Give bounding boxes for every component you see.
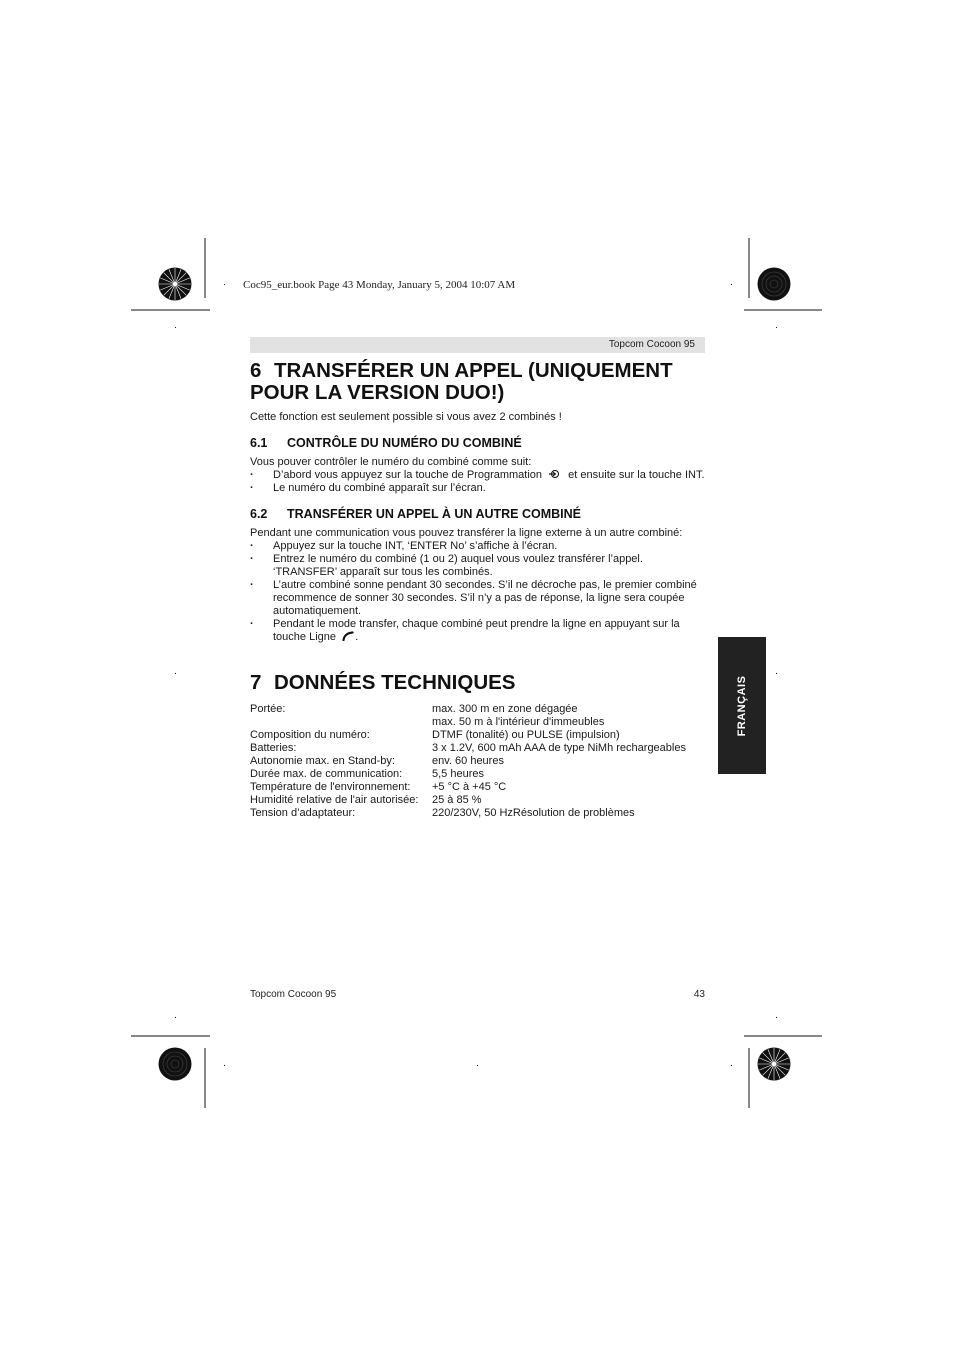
- programming-key-icon: [548, 469, 562, 479]
- registration-mark-icon: [175, 673, 176, 674]
- section6-heading: [250, 360, 673, 404]
- spec-label: Autonomie max. en Stand-by:: [250, 755, 395, 767]
- spec-row: [250, 755, 720, 768]
- starburst-target-icon: [158, 267, 192, 301]
- phone-handset-icon: [342, 631, 355, 641]
- spec-value: 25 à 85 %: [432, 794, 482, 806]
- spec-value: max. 50 m à l'intérieur d'immeubles: [432, 716, 605, 728]
- spec-row: [250, 742, 720, 755]
- section7-number: 7: [250, 671, 262, 694]
- section6-1-title: CONTRÔLE DU NUMÉRO DU COMBINÉ: [287, 436, 522, 450]
- spec-value: 5,5 heures: [432, 768, 484, 780]
- list-item: · Appuyez sur la touche INT, ‘ENTER No’ s’affiche à l’écran.: [250, 540, 720, 553]
- spec-label: Température de l'environnement:: [250, 781, 411, 793]
- spec-row: [250, 781, 720, 794]
- spec-value: 3 x 1.2V, 600 mAh AAA de type NiMh rechargeables: [432, 742, 686, 754]
- section7-title: DONNÉES TECHNIQUES: [274, 671, 516, 694]
- section6-title-line2: POUR LA VERSION DUO!): [250, 381, 505, 404]
- starburst-target-icon: [757, 1047, 791, 1081]
- spec-label: Tension d’adaptateur:: [250, 807, 356, 819]
- section6-2-intro: Pendant une communication vous pouvez transférer la ligne externe à un autre combiné:: [250, 527, 683, 539]
- spec-label: Portée:: [250, 703, 286, 715]
- spec-label: Composition du numéro:: [250, 729, 370, 741]
- section6-1-intro: Vous pouver contrôler le numéro du combiné comme suit:: [250, 456, 532, 468]
- section6-title-line1: TRANSFÉRER UN APPEL (UNIQUEMENT: [274, 359, 673, 382]
- registration-mark-icon: [224, 284, 225, 285]
- list-item: · L’autre combiné sonne pendant 30 secondes. S’il ne décroche pas, le premier combiné recommence de sonner 30 secondes. S’il n’y a pas de réponse, la ligne sera coupée automatiquement.: [250, 579, 720, 618]
- registration-mark-icon: [776, 1017, 777, 1018]
- language-tab: [718, 637, 766, 774]
- spec-value: +5 °C à +45 °C: [432, 781, 507, 793]
- section7-heading: [250, 672, 515, 694]
- spec-value: DTMF (tonalité) ou PULSE (impulsion): [432, 729, 620, 741]
- section6-1-body: [250, 456, 720, 495]
- registration-mark-icon: [731, 1065, 732, 1066]
- section6-2-number: 6.2: [250, 507, 268, 521]
- list-item: · Entrez le numéro du combiné (1 ou 2) auquel vous voulez transférer l’appel. ‘TRANSFER’ apparaît sur tous les combinés.: [250, 553, 720, 579]
- header-product: Topcom Cocoon 95: [608, 339, 695, 350]
- spec-row: [250, 794, 720, 807]
- registration-mark-icon: [175, 327, 176, 328]
- spec-value: max. 300 m en zone dégagée: [432, 703, 578, 715]
- list-item: · D’abord vous appuyez sur la touche de Programmation et ensuite sur la touche INT.: [250, 469, 720, 482]
- section6-1-heading: [250, 436, 522, 450]
- registration-mark-icon: [477, 1065, 478, 1066]
- spec-label: Batteries:: [250, 742, 297, 754]
- running-header: [250, 337, 705, 353]
- footer-product: Topcom Cocoon 95: [250, 989, 337, 1000]
- section6-intro: Cette fonction est seulement possible si vous avez 2 combinés !: [250, 411, 562, 423]
- registration-mark-icon: [731, 284, 732, 285]
- spec-value: 220/230V, 50 HzRésolution de problèmes: [432, 807, 635, 819]
- spec-row: [250, 703, 720, 716]
- section6-number: 6: [250, 359, 262, 382]
- registration-mark-icon: [776, 673, 777, 674]
- section6-2-heading: [250, 507, 581, 521]
- list-item: · Le numéro du combiné apparaît sur l’écran.: [250, 482, 720, 495]
- starburst-target-icon: [158, 1047, 192, 1081]
- spec-label: [250, 716, 432, 729]
- section6-2-title: TRANSFÉRER UN APPEL À UN AUTRE COMBINÉ: [287, 507, 581, 521]
- page-number: 43: [693, 989, 705, 1000]
- registration-mark-icon: [175, 1017, 176, 1018]
- specs-table: [250, 703, 720, 820]
- registration-mark-icon: [776, 327, 777, 328]
- section6-1-number: 6.1: [250, 436, 268, 450]
- print-info: Coc95_eur.book Page 43 Monday, January 5, 2004 10:07 AM: [243, 279, 516, 291]
- spec-label: Humidité relative de l'air autorisée:: [250, 794, 419, 806]
- spec-value: env. 60 heures: [432, 755, 504, 767]
- spec-row: [250, 729, 720, 742]
- language-tab-label: FRANÇAIS: [736, 675, 748, 736]
- starburst-target-icon: [757, 267, 791, 301]
- list-item: · Pendant le mode transfer, chaque combiné peut prendre la ligne en appuyant sur la touche Ligne .: [250, 618, 720, 644]
- spec-row: [250, 716, 720, 729]
- spec-row: [250, 768, 720, 781]
- spec-row: [250, 807, 720, 820]
- section6-2-body: [250, 527, 720, 644]
- registration-mark-icon: [224, 1065, 225, 1066]
- spec-label: Durée max. de communication:: [250, 768, 403, 780]
